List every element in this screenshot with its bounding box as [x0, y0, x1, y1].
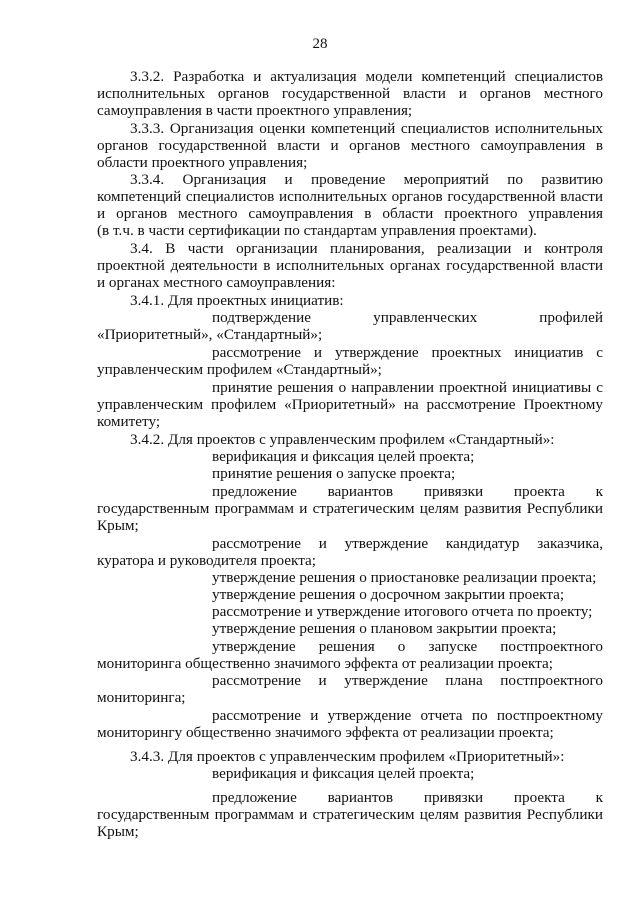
text-line: верификация и фиксация целей проекта; [212, 765, 475, 782]
text-line: (в т.ч. в части сертификации по стандартам управления проектами). [97, 222, 537, 239]
text-line: мониторингу общественно значимого эффекта от реализации проекта; [97, 724, 554, 741]
text-line: проектной деятельности в исполнительных органах государственной власти [97, 257, 603, 274]
text-line: рассмотрение и утверждение плана постпроектного [212, 672, 603, 689]
text-line: утверждение решения о приостановке реализации проекта; [212, 569, 597, 586]
text-line: 3.4. В части организации планирования, реализации и контроля [130, 240, 603, 257]
text-line: 3.3.4. Организация и проведение мероприятий по развитию [130, 171, 603, 188]
text-line: утверждение решения о запуске постпроектного [212, 638, 603, 655]
text-line: Крым; [97, 823, 139, 840]
text-line: рассмотрение и утверждение итогового отчета по проекту; [212, 603, 593, 620]
text-line: комитету; [97, 413, 161, 430]
text-line: подтверждение управленческих профилей [212, 309, 603, 326]
text-line: принятие решения о направлении проектной инициативы с [212, 379, 603, 396]
text-line: 3.4.3. Для проектов с управленческим профилем «Приоритетный»: [130, 748, 565, 765]
text-line: 3.3.3. Организация оценки компетенций специалистов исполнительных [130, 120, 603, 137]
text-line: верификация и фиксация целей проекта; [212, 448, 475, 465]
text-line: рассмотрение и утверждение кандидатур заказчика, [212, 535, 603, 552]
text-line: мониторинга общественно значимого эффекта от реализации проекта; [97, 655, 553, 672]
text-line: 3.4.1. Для проектных инициатив: [130, 292, 344, 309]
text-line: области проектного управления; [97, 154, 308, 171]
text-line: утверждение решения о плановом закрытии проекта; [212, 620, 557, 637]
text-line: и органах местного самоуправления: [97, 274, 336, 291]
text-line: и органов местного самоуправления в области проектного управления [97, 205, 603, 222]
text-line: предложение вариантов привязки проекта к [212, 789, 603, 806]
page-number: 28 [312, 36, 328, 52]
text-line: компетенций специалистов исполнительных органов государственной власти [97, 188, 603, 205]
text-line: самоуправления в части проектного управления; [97, 102, 413, 119]
text-line: «Приоритетный», «Стандартный»; [97, 326, 323, 343]
text-line: утверждение решения о досрочном закрытии проекта; [212, 586, 565, 603]
text-line: управленческим профилем «Стандартный»; [97, 361, 382, 378]
text-line: рассмотрение и утверждение проектных инициатив с [212, 344, 603, 361]
text-line: рассмотрение и утверждение отчета по постпроектному [212, 707, 603, 724]
text-line: предложение вариантов привязки проекта к [212, 483, 603, 500]
text-line: 3.3.2. Разработка и актуализация модели компетенций специалистов [130, 68, 603, 85]
text-line: куратора и руководителя проекта; [97, 552, 316, 569]
text-line: государственным программам и стратегическим целям развития Республики [97, 500, 603, 517]
text-line: государственным программам и стратегическим целям развития Республики [97, 806, 603, 823]
text-line: исполнительных органов государственной власти и органов местного [97, 85, 603, 102]
text-line: мониторинга; [97, 689, 186, 706]
text-line: принятие решения о запуске проекта; [212, 465, 456, 482]
text-line: управленческим профилем «Приоритетный» на рассмотрение Проектному [97, 396, 603, 413]
text-line: органов государственной власти и органов местного самоуправления в [97, 137, 603, 154]
text-line: 3.4.2. Для проектов с управленческим профилем «Стандартный»: [130, 431, 555, 448]
text-line: Крым; [97, 517, 139, 534]
